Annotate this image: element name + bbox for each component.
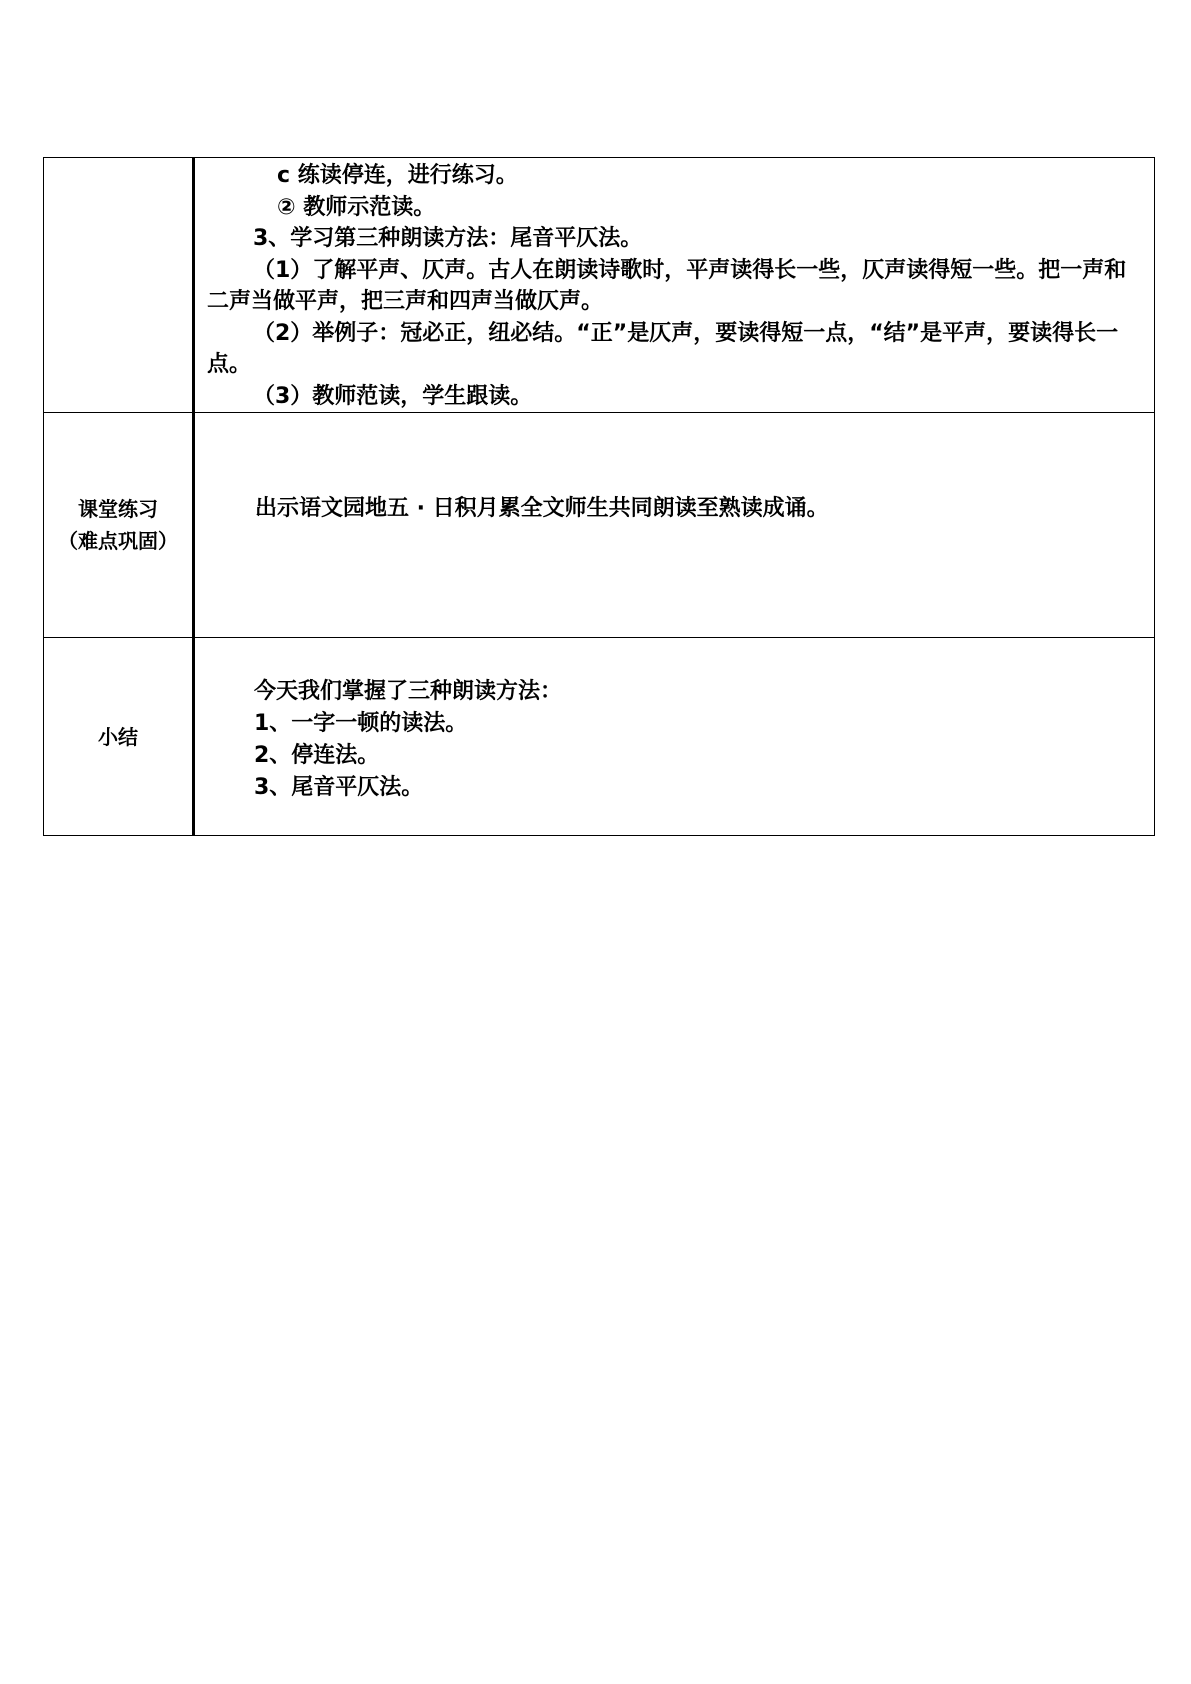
row-label-classroom-practice — [44, 413, 194, 638]
text-line: ② 教师示范读。 — [277, 194, 436, 220]
classroom-practice-cell — [194, 413, 1155, 638]
text-line: 2、停连法。 — [254, 743, 380, 768]
classroom-practice-text: 出示语文园地五 · 日积月累全文师生共同朗读至熟读成诵。 — [255, 496, 829, 521]
text-line: 3、学习第三种朗读方法：尾音平仄法。 — [253, 226, 643, 251]
row-label-summary: 小结 — [44, 638, 194, 836]
summary-text — [195, 638, 1154, 804]
teaching-process-text — [195, 158, 1154, 412]
row-label-empty — [44, 158, 194, 413]
text-line: 3、尾音平仄法。 — [254, 775, 424, 800]
text-paragraph: （1）了解平声、仄声。古人在朗读诗歌时，平声读得长一些，仄声读得短一些。把一声和二声当做平声，把三声和四声当做仄声。 — [207, 257, 1127, 314]
teaching-process-cell — [194, 158, 1155, 413]
table-row — [44, 638, 1155, 836]
text-line: 今天我们掌握了三种朗读方法： — [254, 679, 563, 704]
text-paragraph: （2）举例子：冠必正，纽必结。“正”是仄声，要读得短一点，“结”是平声，要读得长一点。 — [207, 320, 1119, 377]
text-line: c 练读停连，进行练习。 — [277, 163, 518, 188]
summary-cell — [194, 638, 1155, 836]
text-line: 1、一字一顿的读法。 — [254, 711, 468, 736]
lesson-plan-table — [43, 157, 1155, 836]
table-row — [44, 413, 1155, 638]
label-line: 课堂练习 — [78, 497, 158, 521]
table-row — [44, 158, 1155, 413]
text-line: （3）教师范读，学生跟读。 — [253, 383, 533, 409]
label-line: （难点巩固） — [58, 529, 178, 553]
